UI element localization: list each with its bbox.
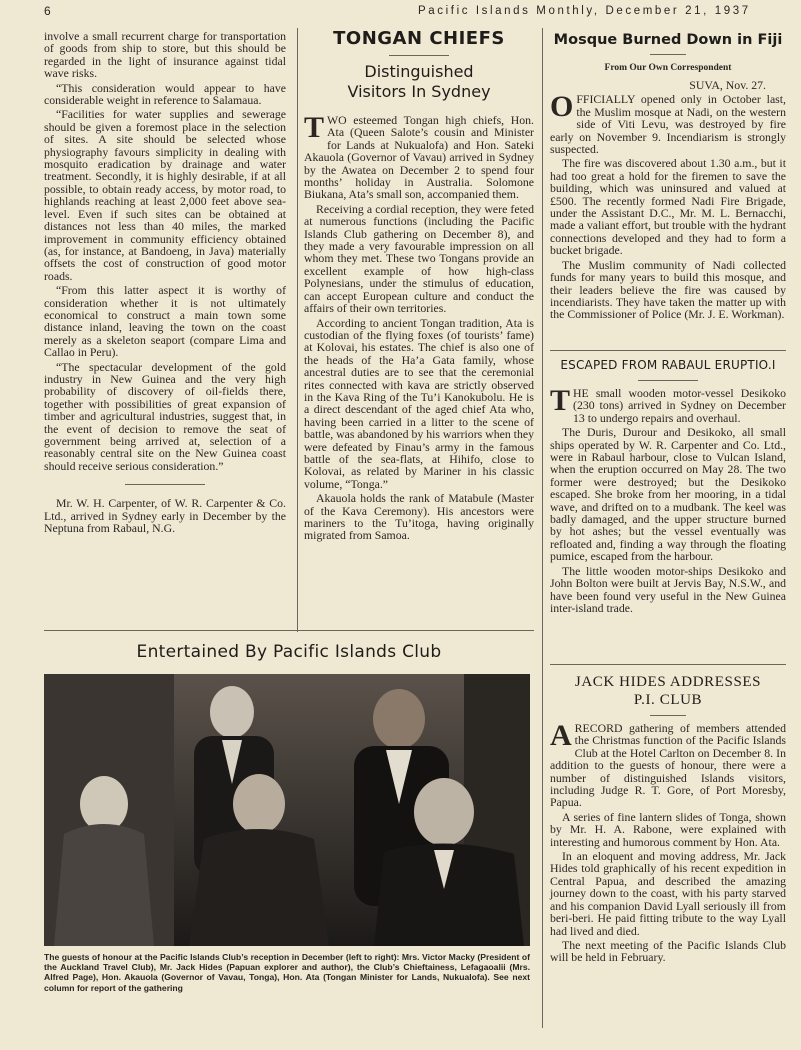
tongan-body [304,111,534,543]
rabaul-article [550,358,786,616]
mosque-article [550,32,786,323]
hides-body [550,719,786,965]
rabaul-paragraph: The Duris, Durour and Desikoko, all small ships operated by W. R. Carpenter and Co. Ltd., were in Rabaul harbour, close to Vulcan Island, when the eruption occurred on May 28. The two former were destroyed; but the Desikoko escaped. She broke from her mooring, in a tidal wave, and drifted on to a mudbank. The keel was badly damaged, and the upper structure burned by hot ashes; but the vessel eventually was refloated and, finding a way through the floating pumice, escaped from the harbour. [550,425,786,564]
hides-headline-line1: JACK HIDES ADDRESSES [574,674,762,690]
mosque-headline: Mosque Burned Down in Fiji [553,32,783,48]
hides-dropcap: A [550,719,572,752]
col1-paragraph: involve a small recurrent charge for transportation of goods from ship to store, but this should be regarded in the light of insurance against tidal wave risks. [44,29,286,81]
hides-paragraph: RECORD gathering of members attended the Christmas function of the Pacific Islands Club at the Hotel Carlton on December 8. In addition to the guests of honour, there were a number of distinguished Islands visitors, including Judge R. T. Gore, of Port Moresby, Papua. [550,721,786,810]
carpenter-note: Mr. W. H. Carpenter, of W. R. Carpenter & Co. Ltd., arrived in Sydney early in December by the Neptuna from Rabaul, N.G. [44,496,286,536]
hides-paragraph: In an eloquent and moving address, Mr. Jack Hides told graphically of his recent expedition in Central Papua, and described the amazing journey down to the coast, with his party starved and his companion David Lyall seriously ill from beri-beri. He paid fitting tribute to the way Lyall had lived and died. [550,849,786,938]
column-one-article [44,30,286,536]
club-reception-photo [44,674,530,946]
col1-divider [125,484,205,485]
mosque-paragraph: The fire was discovered about 1.30 a.m., but it had too great a hold for the firemen to save the building, which was uninsured and valued at £500. The recently formed Nadi Fire Brigade, under the Assistant D.C., Mr. M. L. Bernacchi, made a valiant effort, but trouble with the hydrant connections developed and they had to form a bucket brigade. [550,156,786,258]
photo-illustration [44,674,530,946]
rabaul-headline: ESCAPED FROM RABAUL ERUPTIO.I [560,358,776,372]
hides-headline-line2: P.I. CLUB [633,692,703,708]
mosque-dropcap: O [550,90,574,124]
col1-paragraph: “Facilities for water supplies and sewerage should be given a foremost place in the selection of sites. A site should be selected whose physiography favours simplicity in dealing with mosquito eradication by drainage and water treatment. Secondly, it is highly desirable, if at all possible, to obtain ready access, by motor road, to highlands reaching at least 2,000 feet above sea-level. Even if such sites can be obtained at distances not less than 40 miles, the marked improvement in community efficiency obtained (as, for instance, at Bandoeng, in Java) materially offsets the cost of construction of good motor roads. [44,107,286,283]
hides-divider [650,715,686,716]
rabaul-paragraph: HE small wooden motor-vessel Desikoko (230 tons) arrived in Sydney on December 13 to undergo repairs and overhaul. [573,386,786,425]
jack-hides-article [550,674,786,966]
mosque-body [550,79,786,321]
tongan-paragraph: Receiving a cordial reception, they were feted at numerous functions (including the Pacific Islands Club gathering on December 8), and they made a very favourable impression on all whom they met. These two Tongans provide an excellent example of how high-class Polynesians, under the stimulus of education, can accept European culture and conduct the affairs of their own territories. [304,201,534,316]
tongan-chiefs-article [304,28,534,544]
column-rule-left [297,28,298,632]
rabaul-divider [638,380,698,381]
tongan-divider [389,55,449,56]
tongan-paragraph: Akauola holds the rank of Matabule (Master of the Kava Ceremony). His ancestors were mariners to the Tu’itoga, having originally migrated from Samoa. [304,491,534,543]
mosque-divider [650,54,686,55]
rabaul-dropcap: T [550,384,571,417]
club-section-rule [44,630,534,631]
tongan-headline: TONGAN CHIEFS [333,28,505,49]
tongan-subhead: Distinguished Visitors In Sydney [347,62,491,101]
hides-paragraph: A series of fine lantern slides of Tonga, shown by Mr. H. A. Rabone, were explained with interesting and humorous comment by Hon. Ata. [550,809,786,849]
publication-masthead: Pacific Islands Monthly, December 21, 1937 [418,5,751,17]
col1-paragraph: “From this latter aspect it is worthy of consideration whether it is not ultimately economical to construct a main town some distance inland, leaving the town on the coast merely as a skeleton seaport (compare Lima and Callao in Peru). [44,283,286,360]
mosque-dateline: SUVA, Nov. 27. [689,78,766,92]
col1-paragraph: “This consideration would appear to have considerable weight in reference to Salamaua. [44,80,286,108]
mosque-rabaul-rule [550,350,786,351]
mosque-paragraph: The Muslim community of Nadi collected funds for many years to build this mosque, and their leaders believe the fire was caused by incendiarists. They have taken the matter up with the Commissioner of Police (Mr. J. E. Workman). [550,257,786,322]
col1-paragraph: “The spectacular development of the gold industry in New Guinea and the very high probability of discovery of oil-fields there, together with possibilities of great expansion of timber and agricultural industries, suggest that, in the event of decision to remove the seat of government being arrived at, selection of a reasonably central site on the New Guinea coast should receive serious consideration.” [44,359,286,473]
rabaul-body [550,384,786,615]
column-rule-right [542,28,543,1028]
tongan-dropcap: T [304,111,325,144]
club-headline: Entertained By Pacific Islands Club [136,642,442,662]
rabaul-hides-rule [550,664,786,665]
photo-caption: The guests of honour at the Pacific Islands Club’s reception in December (left to right): Mrs. Victor Macky (President of the Auckland Travel Club), Mr. Jack Hides (Papuan explorer and author), the Club’s Chieftainess, Lefagaoalii (Mrs. Alfred Page), Hon. Akauola (Governor of Vavau, Tonga), Hon. Ata (Tongan Minister for Lands, Nukualofa). See next column for report of the gathering [44,952,530,993]
mosque-paragraph: FFICIALLY opened only in October last, the Muslim mosque at Nadi, on the western side of Viti Levu, was destroyed by fire early on November 9. Incendiarism is strongly suspected. [550,92,786,157]
running-head [0,4,801,20]
rabaul-paragraph: The little wooden motor-ships Desikoko and John Bolton were built at Jervis Bay, N.S.W., and have been found very useful in the New Guinea inter-island trade. [550,563,786,615]
mosque-byline: From Our Own Correspondent [604,63,732,73]
tongan-paragraph: According to ancient Tongan tradition, Ata is custodian of the flying foxes (of tourists’ fame) at Kolovai, his estates. The chief is also one of the heads of the Ha’a Gata family, whose ancestral duties are to see that the ceremonial rites connected with kava are strictly observed in the Kava Ring of the Tu’i Kanokubolu. He is a direct descendant of the aged chief Ata who, having been carried in a litter to the scene of battle, was abandoned by his warriors when they were defeated by Finau’s army in the famous battle of the sea-flats, at Hihifo, close to Kolovai, as related by Mariner in his classic volume, “Tonga.” [304,315,534,491]
hides-paragraph: The next meeting of the Pacific Islands Club will be held in February. [550,937,786,965]
tongan-paragraph: WO esteemed Tongan high chiefs, Hon. Ata (Queen Salote’s cousin and Minister for Lands at Nukualofa) and Hon. Sateki Akauola (Governor of Vavau) arrived in Sydney by the Awatea on December 2 to spend four months’ holiday in Australia. Solomone Biukana, Ata’s small son, accompanied them. [304,113,534,202]
page-number: 6 [44,4,51,18]
